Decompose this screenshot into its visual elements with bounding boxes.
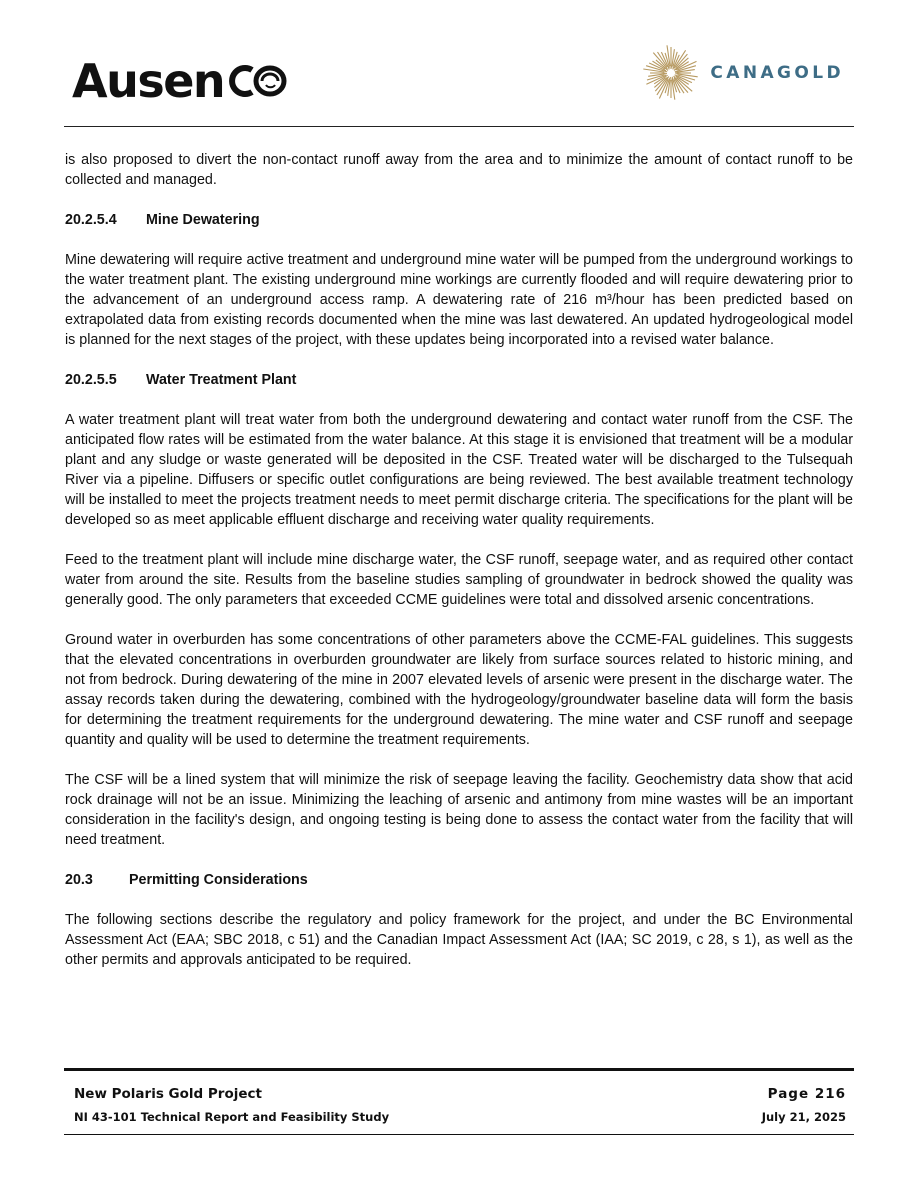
- header-divider: [64, 126, 854, 127]
- canagold-logo: [640, 42, 844, 104]
- footer-project-name: New Polaris Gold Project: [74, 1086, 262, 1102]
- document-body: [65, 150, 853, 990]
- section-heading: [65, 210, 853, 230]
- section-number: 20.3: [65, 872, 93, 888]
- ausenco-logo-text: Ausen: [72, 54, 225, 108]
- section-number: 20.2.5.4: [65, 212, 117, 228]
- section-heading: [65, 370, 853, 390]
- ausenco-logo: [72, 54, 288, 108]
- footer-bottom-rule: [64, 1134, 854, 1135]
- sunburst-icon: [640, 42, 702, 104]
- paragraph: Ground water in overburden has some concentrations of other parameters above the CCME-FAL guidelines. This suggests that the elevated concentrations in overburden groundwater are likely from surface sources related to historic mining, and not from bedrock. During dewatering of the mine in 2007 elevated levels of arsenic were present in the discharge water. The assay records taken during the dewatering, combined with the hydrogeology/groundwater baseline data will form the basis for determining the treatment requirements for the underground dewatering. The mine water and CSF runoff and seepage quantity and quality will be used to determine the treatment requirements.: [65, 632, 853, 748]
- footer-left: [74, 1084, 389, 1127]
- paragraph: Mine dewatering will require active treatment and underground mine water will be pumped from the underground workings to the water treatment plant. The existing underground mine workings are currently flooded and will require dewatering prior to the advancement of an underground access ramp. A dewatering rate of 216 m³/hour has been predicted based on extrapolated data from existing records documented when the mine was last dewatered. An updated hydrogeological model is planned for the next stages of the project, with these updates being incorporated into a revised water balance.: [65, 252, 853, 348]
- footer-report-title: NI 43-101 Technical Report and Feasibility Study: [74, 1110, 390, 1124]
- paragraph: Feed to the treatment plant will include mine discharge water, the CSF runoff, seepage water, and as required other contact water from around the site. Results from the baseline studies sampling of groundwater in bedrock showed the quality was generally good. The only parameters that exceeded CCME guidelines were total and dissolved arsenic concentrations.: [65, 552, 853, 608]
- section-title: Water Treatment Plant: [146, 372, 297, 388]
- page-header: [64, 40, 854, 126]
- section-title: Permitting Considerations: [129, 872, 308, 888]
- page-footer: [64, 1068, 854, 1124]
- footer-top-rule: [64, 1068, 854, 1071]
- ausenco-swirl-icon: [226, 61, 288, 101]
- page-number: Page 216: [767, 1086, 846, 1102]
- paragraph: is also proposed to divert the non-contact runoff away from the area and to minimize the amount of contact runoff to be collected and managed.: [65, 152, 853, 188]
- canagold-logo-text: CANAGOLD: [710, 63, 844, 83]
- section-title: Mine Dewatering: [146, 212, 260, 228]
- section-number: 20.2.5.5: [65, 372, 117, 388]
- paragraph: The CSF will be a lined system that will minimize the risk of seepage leaving the facility. Geochemistry data show that acid rock drainage will not be an issue. Minimizing the leaching of arsenic and antimony from mine wastes will be an important consideration in the facility's design, and ongoing testing is being done to assess the contact water from the facility that will need treatment.: [65, 772, 853, 848]
- paragraph: A water treatment plant will treat water from both the underground dewatering and contact water runoff from the CSF. The anticipated flow rates will be estimated from the water balance. At this stage it is envisioned that treatment will be a modular plant and any sludge or waste generated will be deposited in the CSF. Treated water will be discharged to the Tulsequah River via a pipeline. Diffusers or specific outlet configurations are being reviewed. The best available treatment technology will be installed to meet the projects treatment needs to meet permit discharge criteria. The specifications for the plant will be developed so as meet applicable effluent discharge and receiving water quality requirements.: [65, 412, 853, 528]
- report-date: July 21, 2025: [761, 1110, 846, 1124]
- footer-right: [762, 1084, 846, 1127]
- section-heading: [65, 870, 853, 890]
- paragraph: The following sections describe the regulatory and policy framework for the project, and under the BC Environmental Assessment Act (EAA; SBC 2018, c 51) and the Canadian Impact Assessment Act (IAA; SC 2019, c 28, s 1), as well as the other permits and approvals anticipated to be required.: [65, 912, 853, 968]
